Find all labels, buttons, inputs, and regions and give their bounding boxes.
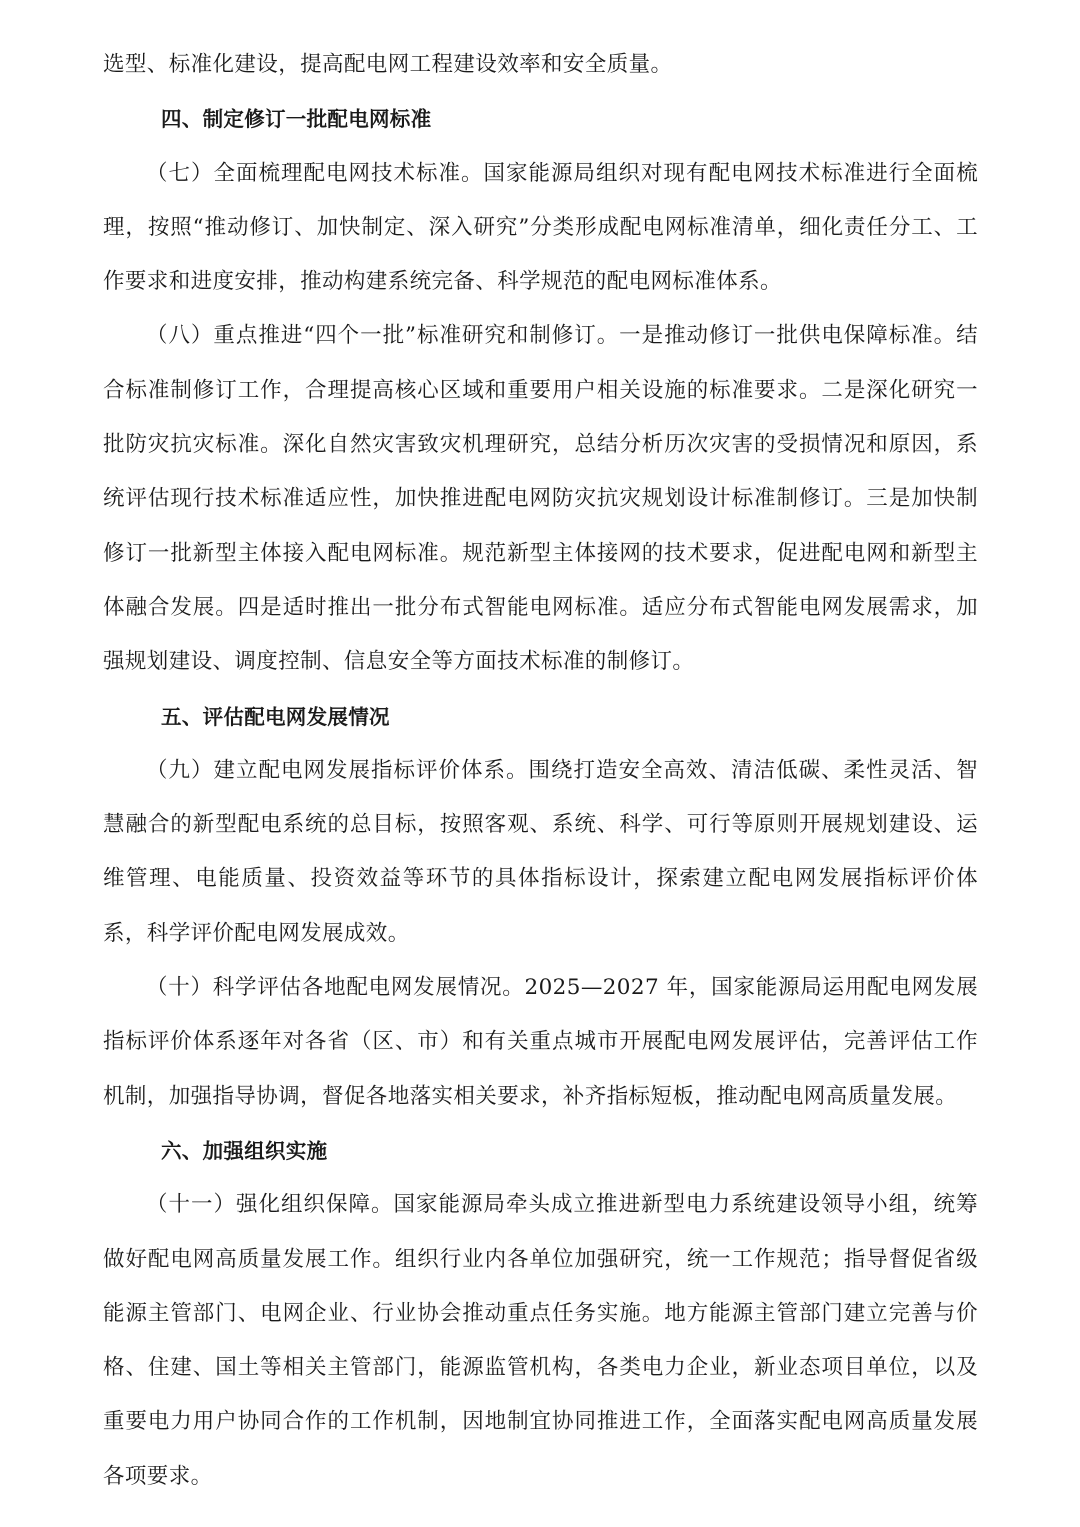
continued-paragraph: 选型、标准化建设，提高配电网工程建设效率和安全质量。 — [103, 52, 673, 77]
section-heading-6: 六、加强组织实施 — [161, 1138, 328, 1163]
document-body — [103, 38, 978, 1504]
paragraph-7: （七）全面梳理配电网技术标准。国家能源局组织对现有配电网技术标准进行全面梳理，按照“推动修订、加快制定、深入研究”分类形成配电网标准清单，细化责任分工、工作要求和进度安排，推动构建系统完备、科学规范的配电网标准体系。 — [103, 160, 978, 295]
section-heading-5: 五、评估配电网发展情况 — [161, 704, 390, 729]
paragraph-11: （十一）强化组织保障。国家能源局牵头成立推进新型电力系统建设领导小组，统筹做好配电网高质量发展工作。组织行业内各单位加强研究，统一工作规范；指导督促省级能源主管部门、电网企业、行业协会推动重点任务实施。地方能源主管部门建立完善与价格、住建、国土等相关主管部门，能源监管机构，各类电力企业，新业态项目单位，以及重要电力用户协同合作的工作机制，因地制宜协同推进工作，全面落实配电网高质量发展各项要求。 — [103, 1192, 978, 1489]
paragraph-8: （八）重点推进“四个一批”标准研究和制修订。一是推动修订一批供电保障标准。结合标准制修订工作，合理提高核心区域和重要用户相关设施的标准要求。二是深化研究一批防灾抗灾标准。深化自然灾害致灾机理研究，总结分析历次灾害的受损情况和原因，系统评估现行技术标准适应性，加快推进配电网防灾抗灾规划设计标准制修订。三是加快制修订一批新型主体接入配电网标准。规范新型主体接网的技术要求，促进配电网和新型主体融合发展。四是适时推出一批分布式智能电网标准。适应分布式智能电网发展需求，加强规划建设、调度控制、信息安全等方面技术标准的制修订。 — [103, 323, 978, 675]
paragraph-10: （十）科学评估各地配电网发展情况。2025—2027 年，国家能源局运用配电网发展指标评价体系逐年对各省（区、市）和有关重点城市开展配电网发展评估，完善评估工作机制，加强指导协调，督促各地落实相关要求，补齐指标短板，推动配电网高质量发展。 — [103, 975, 978, 1109]
paragraph-9: （九）建立配电网发展指标评价体系。围绕打造安全高效、清洁低碳、柔性灵活、智慧融合的新型配电系统的总目标，按照客观、系统、科学、可行等原则开展规划建设、运维管理、电能质量、投资效益等环节的具体指标设计，探索建立配电网发展指标评价体系，科学评价配电网发展成效。 — [103, 757, 978, 946]
section-heading-4: 四、制定修订一批配电网标准 — [161, 107, 432, 132]
